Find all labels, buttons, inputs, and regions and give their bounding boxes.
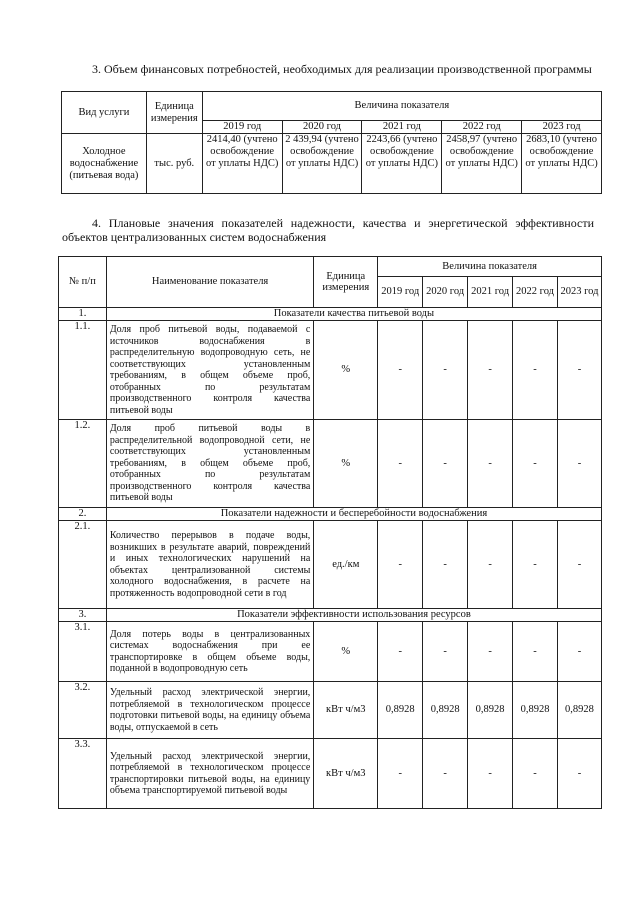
indicator-unit: % bbox=[314, 321, 378, 420]
indicator-unit: % bbox=[314, 420, 378, 508]
row-num: 3.1. bbox=[59, 622, 107, 682]
section-3-title: 3. Объем финансовых потребностей, необходимых для реализации производственной программы bbox=[92, 62, 592, 76]
indicator-value: - bbox=[423, 521, 468, 609]
indicator-value: - bbox=[423, 622, 468, 682]
indicator-value: - bbox=[557, 622, 601, 682]
indicator-value: - bbox=[423, 321, 468, 420]
indicator-unit: % bbox=[314, 622, 378, 682]
indicator-value: 0,8928 bbox=[557, 682, 601, 739]
indicator-unit: ед./км bbox=[314, 521, 378, 609]
header-value: Величина показателя bbox=[202, 92, 601, 121]
indicator-name: Доля потерь воды в централизованных системах водоснабжения при ее транспортировке в общем объеме воды, поданной в водопроводную сеть bbox=[106, 622, 313, 682]
year-header: 2021 год bbox=[468, 277, 513, 308]
indicator-unit: кВт ч/м3 bbox=[314, 739, 378, 809]
row-num: 3.2. bbox=[59, 682, 107, 739]
header-value: Величина показателя bbox=[378, 257, 602, 277]
indicator-value: - bbox=[557, 521, 601, 609]
indicator-value: - bbox=[468, 420, 513, 508]
indicator-name: Доля проб питьевой воды в распределительной водопроводной сети, не соответствующих установленным требованиям, в общем объеме проб, отобранных по результатам производственного контроля качества питьевой воды bbox=[106, 420, 313, 508]
year-header: 2019 год bbox=[378, 277, 423, 308]
header-unit: Единица измерения bbox=[146, 92, 202, 134]
indicator-value: - bbox=[423, 739, 468, 809]
year-header: 2020 год bbox=[282, 121, 362, 134]
indicator-value: - bbox=[378, 622, 423, 682]
indicator-value: - bbox=[557, 420, 601, 508]
indicator-value: 0,8928 bbox=[468, 682, 513, 739]
indicator-value: 0,8928 bbox=[513, 682, 558, 739]
row-num: 1.2. bbox=[59, 420, 107, 508]
indicator-value: 0,8928 bbox=[378, 682, 423, 739]
indicator-name: Удельный расход электрической энергии, потребляемой в технологическом процессе транспортировки питьевой воды, на единицу объема транспортируемой питьевой воды bbox=[106, 739, 313, 809]
indicator-value: - bbox=[513, 739, 558, 809]
indicator-value: - bbox=[513, 521, 558, 609]
header-name: Наименование показателя bbox=[106, 257, 313, 308]
indicator-unit: кВт ч/м3 bbox=[314, 682, 378, 739]
year-header: 2020 год bbox=[423, 277, 468, 308]
indicators-table bbox=[58, 256, 602, 809]
indicator-value: 0,8928 bbox=[423, 682, 468, 739]
header-unit: Единица измерения bbox=[314, 257, 378, 308]
unit-cell: тыс. руб. bbox=[146, 134, 202, 194]
row-num: 3.3. bbox=[59, 739, 107, 809]
header-service: Вид услуги bbox=[62, 92, 147, 134]
indicator-name: Количество перерывов в подаче воды, возникших в результате аварий, повреждений и иных технологических нарушений на объектах централизованной системы холодного водоснабжения, в расчете на протяженность водопроводной сети в год bbox=[106, 521, 313, 609]
row-num: 2.1. bbox=[59, 521, 107, 609]
group-title: Показатели надежности и бесперебойности водоснабжения bbox=[106, 508, 601, 521]
value-cell: 2458,97 (учтено освобождение от уплаты НДС) bbox=[442, 134, 522, 194]
indicator-value: - bbox=[513, 622, 558, 682]
indicator-name: Доля проб питьевой воды, подаваемой с источников водоснабжения в распределительную водопроводную сеть, не соответствующих установленным требованиям, в общем объеме проб, отобранных по результатам производственного контроля качества питьевой воды bbox=[106, 321, 313, 420]
indicator-value: - bbox=[557, 321, 601, 420]
indicator-value: - bbox=[468, 521, 513, 609]
year-header: 2021 год bbox=[362, 121, 442, 134]
indicator-value: - bbox=[423, 420, 468, 508]
indicator-value: - bbox=[468, 622, 513, 682]
year-header: 2022 год bbox=[442, 121, 522, 134]
financial-needs-table bbox=[61, 91, 602, 194]
value-cell: 2683,10 (учтено освобождение от уплаты НДС) bbox=[522, 134, 602, 194]
value-cell: 2414,40 (учтено освобождение от уплаты НДС) bbox=[202, 134, 282, 194]
indicator-name: Удельный расход электрической энергии, потребляемой в технологическом процессе подготовки питьевой воды, на единицу объема воды, отпускаемой в сеть bbox=[106, 682, 313, 739]
indicator-value: - bbox=[378, 321, 423, 420]
value-cell: 2 439,94 (учтено освобождение от уплаты НДС) bbox=[282, 134, 362, 194]
indicator-value: - bbox=[378, 521, 423, 609]
indicator-value: - bbox=[378, 739, 423, 809]
year-header: 2023 год bbox=[557, 277, 601, 308]
group-title: Показатели качества питьевой воды bbox=[106, 308, 601, 321]
value-cell: 2243,66 (учтено освобождение от уплаты НДС) bbox=[362, 134, 442, 194]
indicator-value: - bbox=[468, 321, 513, 420]
group-num: 3. bbox=[59, 609, 107, 622]
indicator-value: - bbox=[513, 420, 558, 508]
group-num: 2. bbox=[59, 508, 107, 521]
row-num: 1.1. bbox=[59, 321, 107, 420]
year-header: 2023 год bbox=[522, 121, 602, 134]
year-header: 2019 год bbox=[202, 121, 282, 134]
group-title: Показатели эффективности использования ресурсов bbox=[106, 609, 601, 622]
section-4-title: 4. Плановые значения показателей надежности, качества и энергетической эффективности объектов централизованных систем водоснабжения bbox=[62, 216, 594, 244]
indicator-value: - bbox=[378, 420, 423, 508]
year-header: 2022 год bbox=[513, 277, 558, 308]
indicator-value: - bbox=[513, 321, 558, 420]
header-num: № п/п bbox=[59, 257, 107, 308]
service-cell: Холодное водоснабжение (питьевая вода) bbox=[62, 134, 147, 194]
group-num: 1. bbox=[59, 308, 107, 321]
indicator-value: - bbox=[468, 739, 513, 809]
indicator-value: - bbox=[557, 739, 601, 809]
